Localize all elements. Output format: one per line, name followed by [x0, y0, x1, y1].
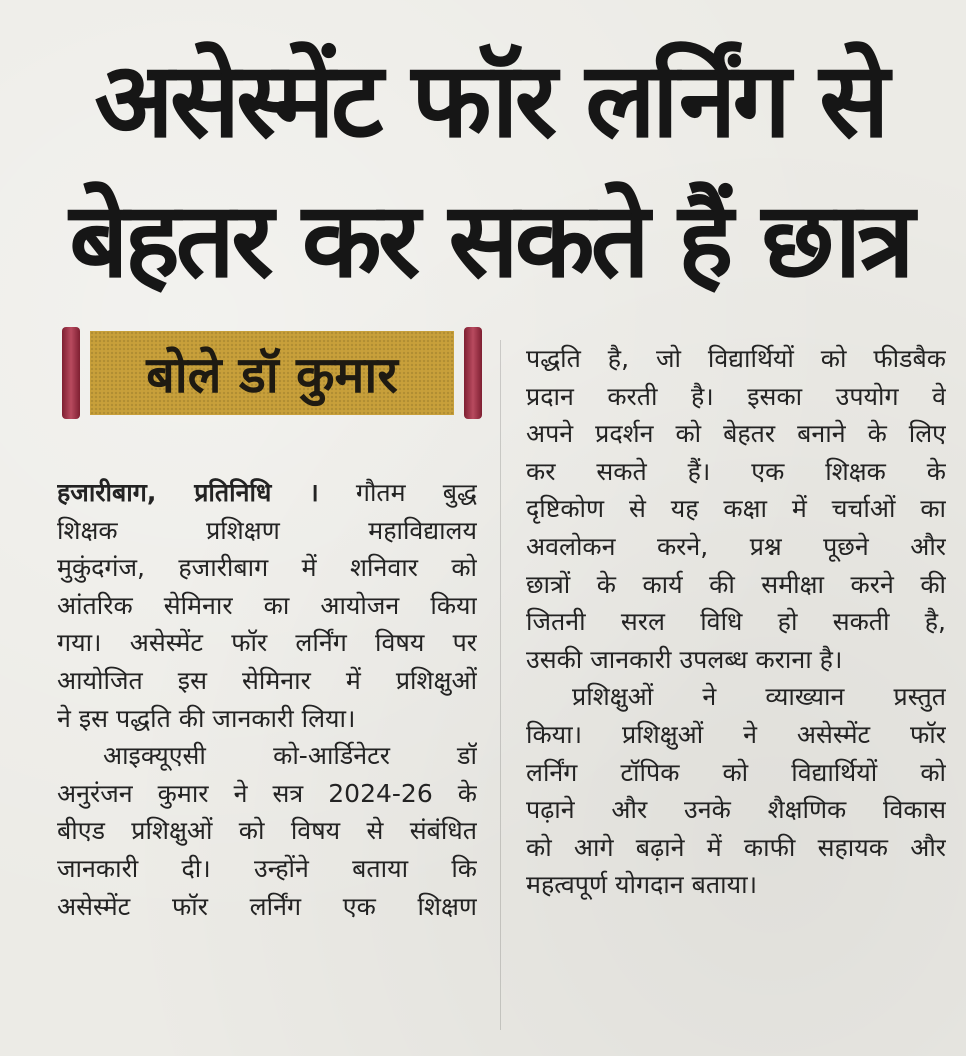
article-line: पढ़ाने और उनके शैक्षणिक विकास	[526, 795, 946, 825]
article-line: बीएड प्रशिक्षुओं को विषय से संबंधित	[57, 816, 477, 846]
article-line: ने इस पद्धति की जानकारी लिया।	[57, 703, 356, 733]
article-line: लर्निंग टॉपिक को विद्यार्थियों को	[526, 757, 946, 787]
article-line: शिक्षक प्रशिक्षण महाविद्यालय	[57, 515, 477, 545]
article-line-text: गौतम बुद्ध	[318, 478, 477, 507]
article-line: प्रदान करती है। इसका उपयोग वे	[526, 381, 946, 411]
article-line: छात्रों के कार्य की समीक्षा करने की	[526, 569, 946, 599]
article-line: प्रशिक्षुओं ने व्याख्यान प्रस्तुत	[572, 682, 946, 712]
kicker-right-bar	[464, 327, 482, 419]
article-line: अपने प्रदर्शन को बेहतर बनाने के लिए	[526, 419, 946, 449]
headline	[40, 30, 940, 310]
article-line: जितनी सरल विधि हो सकती है,	[526, 607, 946, 637]
article-line: कर सकते हैं। एक शिक्षक के	[526, 456, 946, 486]
article-right-column	[526, 340, 946, 904]
article-left-column	[57, 474, 477, 925]
dateline: हजारीबाग, प्रतिनिधि ।	[57, 478, 319, 507]
article-line: अवलोकन करने, प्रश्न पूछने और	[526, 531, 946, 561]
article-line: गया। असेस्मेंट फॉर लर्निंग विषय पर	[57, 628, 477, 658]
article-line: दृष्टिकोण से यह कक्षा में चर्चाओं का	[526, 494, 946, 524]
column-divider	[500, 340, 501, 1030]
kicker-left-bar	[62, 327, 80, 419]
article-line: को आगे बढ़ाने में काफी सहायक और	[526, 832, 946, 862]
article-line: किया। प्रशिक्षुओं ने असेस्मेंट फॉर	[526, 719, 946, 749]
headline-line-2: बेहतर कर सकते हैं छात्र	[69, 179, 911, 301]
article-line: उसकी जानकारी उपलब्ध कराना है।	[526, 644, 843, 674]
kicker-box	[62, 327, 482, 419]
article-line: जानकारी दी। उन्होंने बताया कि	[57, 853, 477, 883]
article-line: अनुरंजन कुमार ने सत्र 2024-26 के	[57, 778, 477, 808]
kicker-plate	[90, 331, 454, 415]
article-line: पद्धति है, जो विद्यार्थियों को फीडबैक	[526, 344, 946, 373]
headline-line-1: असेस्मेंट फॉर लर्निंग से	[94, 39, 886, 161]
article-line: महत्वपूर्ण योगदान बताया।	[526, 870, 758, 900]
article-line: मुकुंदगंज, हजारीबाग में शनिवार को	[57, 553, 477, 583]
article-line: असेस्मेंट फॉर लर्निंग एक शिक्षण	[57, 891, 477, 921]
article-line: आंतरिक सेमिनार का आयोजन किया	[57, 590, 477, 620]
kicker-label: बोले डॉ कुमार	[146, 346, 398, 404]
article-line	[57, 474, 477, 512]
article-line: आयोजित इस सेमिनार में प्रशिक्षुओं	[57, 665, 477, 695]
article-line: आइक्यूएसी को-आर्डिनेटर डॉ	[103, 741, 477, 771]
